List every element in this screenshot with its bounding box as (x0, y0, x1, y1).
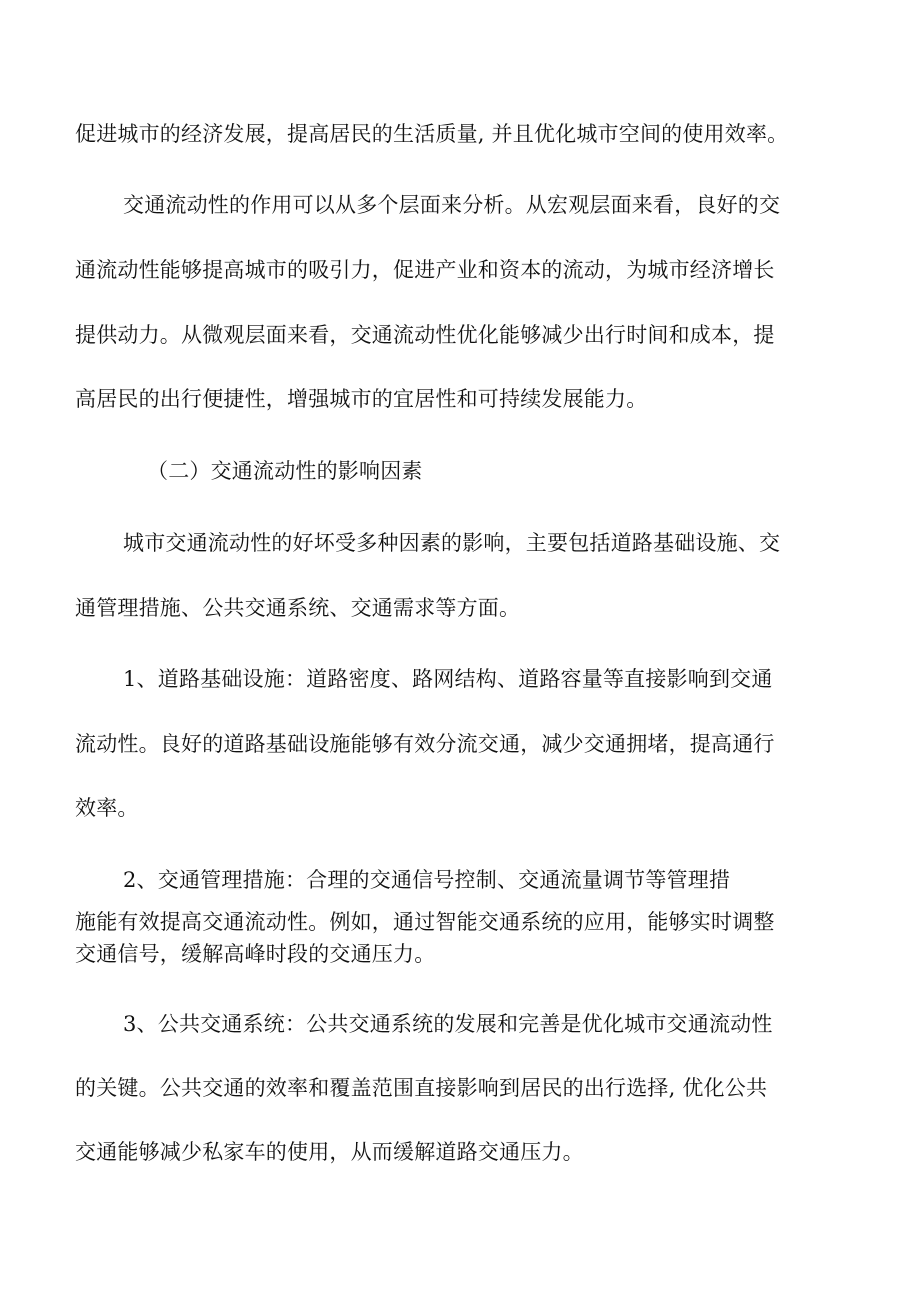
paragraph-line: 通流动性能够提高城市的吸引力，促进产业和资本的流动，为城市经济增长 (75, 258, 775, 282)
section-heading: （二）交通流动性的影响因素 (147, 459, 423, 483)
list-item-line: 2、交通管理措施：合理的交通信号控制、交通流量调节等管理措 (123, 868, 731, 892)
paragraph-line: 交通流动性的作用可以从多个层面来分析。从宏观层面来看，良好的交 (123, 193, 781, 217)
paragraph-line: 提供动力。从微观层面来看，交通流动性优化能够减少出行时间和成本，提 (75, 323, 775, 347)
paragraph-line: 促进城市的经济发展，提高居民的生活质量, 并且优化城市空间的使用效率。 (75, 122, 789, 146)
list-item-line: 施能有效提高交通流动性。例如，通过智能交通系统的应用，能够实时调整 (75, 910, 775, 934)
list-item-line: 交通能够减少私家车的使用，从而缓解道路交通压力。 (75, 1140, 584, 1164)
list-item-line: 效率。 (75, 796, 139, 820)
list-item-line: 交通信号，缓解高峰时段的交通压力。 (75, 942, 436, 966)
paragraph-line: 高居民的出行便捷性，增强城市的宜居性和可持续发展能力。 (75, 387, 648, 411)
list-item-line: 3、公共交通系统：公共交通系统的发展和完善是优化城市交通流动性 (123, 1012, 773, 1036)
list-item-line: 的关键。公共交通的效率和覆盖范围直接影响到居民的出行选择, 优化公共 (75, 1076, 768, 1100)
paragraph-line: 通管理措施、公共交通系统、交通需求等方面。 (75, 596, 521, 620)
list-item-line: 1、道路基础设施：道路密度、路网结构、道路容量等直接影响到交通 (123, 667, 773, 691)
list-item-line: 流动性。良好的道路基础设施能够有效分流交通，减少交通拥堵，提高通行 (75, 732, 775, 756)
paragraph-line: 城市交通流动性的好坏受多种因素的影响，主要包括道路基础设施、交 (123, 531, 781, 555)
